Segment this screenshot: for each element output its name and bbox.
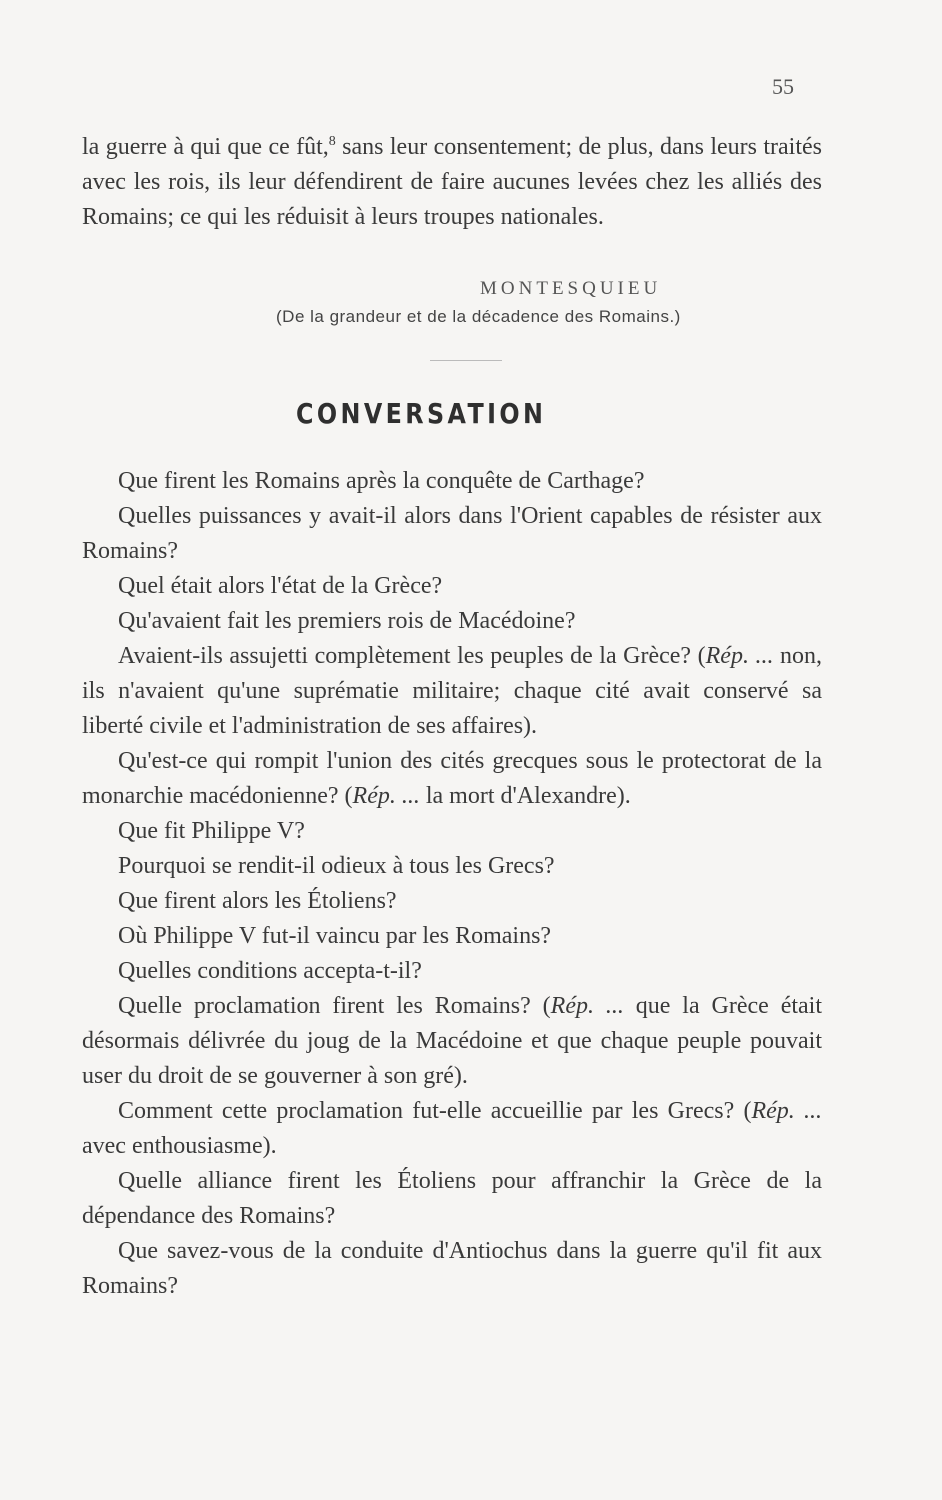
answer-12-text: que la Grèce était désormais délivrée du joug de la Macédoine et que chaque peuple pouvait user du droit de se gouverner à son gré). [82,993,822,1089]
question-13-text: Comment cette proclamation fut-elle accueillie par les Grecs? [118,1098,735,1124]
section-heading: CONVERSATION [296,397,547,430]
questions-list [82,464,822,1304]
question-5: Avaient-ils assujetti complètement les peuples de la Grèce? (Rép. ... non, ils n'avaient qu'une suprématie militaire; chaque cité avait conservé sa liberté civile et l'administration de ses affaires). [82,643,823,739]
answer-6-text: la mort d'Alexandre). [419,783,631,809]
answer-5-prefix: Rép. ... [705,643,774,669]
question-5-text: Avaient-ils assujetti complètement les peuples de la Grèce? [118,643,692,669]
question-3: Quel était alors l'état de la Grèce? [118,573,443,599]
author-name: MONTESQUIEU [480,278,662,299]
question-8: Pourquoi se rendit-il odieux à tous les Grecs? [118,853,555,879]
question-1: Que firent les Romains après la conquête de Carthage? [118,468,645,494]
question-9: Que firent alors les Étoliens? [118,888,397,914]
answer-13-prefix: Rép. ... [751,1098,822,1124]
question-4: Qu'avaient fait les premiers rois de Macédoine? [118,608,576,634]
question-6: Qu'est-ce qui rompit l'union des cités grecques sous le protectorat de la monarchie macédonienne? (Rép. ... la mort d'Alexandre). [82,748,822,809]
question-13: Comment cette proclamation fut-elle accueillie par les Grecs? (Rép. ... avec enthousiasme). [82,1098,822,1159]
question-12: Quelle proclamation firent les Romains? (Rép. ... que la Grèce était désormais délivrée du joug de la Macédoine et que chaque peuple pouvait user du droit de se gouverner à son gré). [82,993,822,1089]
question-12-text: Quelle proclamation firent les Romains? [118,993,531,1019]
question-10: Où Philippe V fut-il vaincu par les Romains? [118,923,552,949]
question-11: Quelles conditions accepta-t-il? [118,958,422,984]
question-2: Quelles puissances y avait-il alors dans l'Orient capables de résister aux Romains? [82,503,822,564]
intro-text-start: la guerre à qui que ce fût, [82,134,329,160]
question-6-text: Qu'est-ce qui rompit l'union des cités grecques sous le protectorat de la monarchie macédonienne? [82,748,822,809]
question-14: Quelle alliance firent les Étoliens pour affranchir la Grèce de la dépendance des Romains? [82,1168,822,1229]
source-title: (De la grandeur et de la décadence des Romains.) [276,307,681,326]
answer-12-prefix: Rép. ... [550,993,624,1019]
page-number: 55 [772,74,794,99]
intro-paragraph [82,130,822,235]
answer-6-prefix: Rép. ... [352,783,420,809]
question-7: Que fit Philippe V? [118,818,305,844]
section-divider [430,360,502,361]
footnote-ref: 8 [328,134,336,149]
answer-13-text: avec enthousiasme). [82,1133,277,1159]
answer-5-text: non, ils n'avaient qu'une suprématie militaire; chaque cité avait conservé sa liberté civile et l'administration de ses affaires). [82,643,823,739]
question-15: Que savez-vous de la conduite d'Antiochus dans la guerre qu'il fit aux Romains? [82,1238,822,1299]
intro-text-end: sans leur consentement; de plus, dans leurs traités avec les rois, ils leur défendirent de faire aucunes levées chez les alliés des Romains; ce qui les réduisit à leurs troupes nationales. [82,134,822,230]
